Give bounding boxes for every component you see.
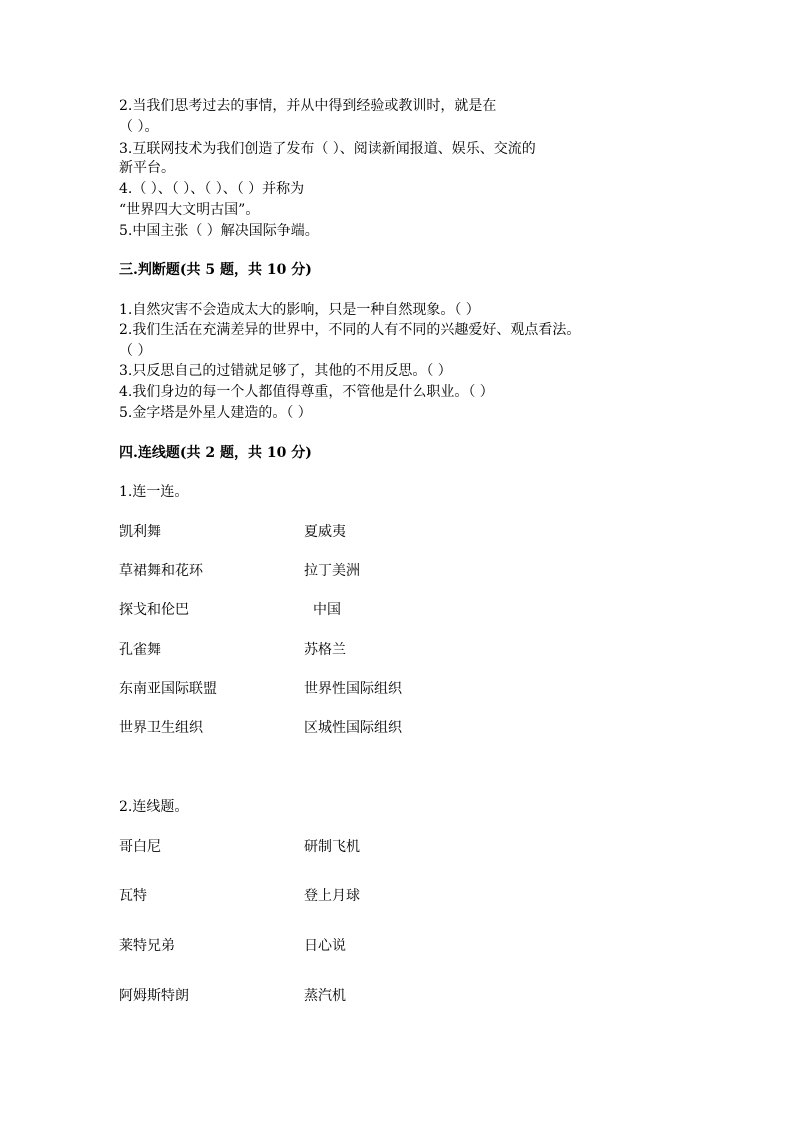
match-right: 研制飞机: [304, 839, 360, 855]
match-right: 拉丁美洲: [304, 563, 360, 579]
s3-item-3: 3.只反思自己的过错就足够了，其他的不用反思。（ ）: [119, 363, 452, 379]
match-right: 世界性国际组织: [304, 681, 402, 697]
q4-text-cont: “世界四大文明古国”。: [119, 202, 260, 218]
match-right: 蒸汽机: [304, 988, 346, 1004]
q5-text: 5.中国主张（ ）解决国际争端。: [119, 223, 319, 239]
s3-item-2: 2.我们生活在充满差异的世界中，不同的人有不同的兴趣爱好、观点看法。: [119, 322, 581, 338]
match-left: 凯利舞: [119, 524, 161, 540]
match-left: 莱特兄弟: [119, 938, 175, 954]
match-left: 东南亚国际联盟: [119, 681, 217, 697]
q2-blank: （ ）。: [119, 119, 159, 135]
match-left: 世界卫生组织: [119, 720, 203, 736]
s4-q2-title: 2.连线题。: [119, 799, 189, 815]
s3-item-4: 4.我们身边的每一个人都值得尊重，不管他是什么职业。（ ）: [119, 384, 494, 400]
match-right: 中国: [313, 602, 341, 618]
match-left: 草裙舞和花环: [119, 563, 203, 579]
q4-text: 4.（ ）、（ ）、（ ）、（ ）并称为: [119, 181, 305, 197]
match-left: 哥白尼: [119, 839, 161, 855]
match-left: 探戈和伦巴: [119, 602, 189, 618]
match-right: 苏格兰: [304, 642, 346, 658]
q2-text: 2.当我们思考过去的事情，并从中得到经验或教训时，就是在: [119, 98, 497, 114]
s3-item-1: 1.自然灾害不会造成太大的影响，只是一种自然现象。（ ）: [119, 302, 480, 318]
s4-q1-title: 1.连一连。: [119, 484, 189, 500]
match-right: 登上月球: [304, 888, 360, 904]
match-right: 夏威夷: [304, 524, 346, 540]
s3-item-2-blank: （ ）: [119, 343, 152, 359]
match-left: 阿姆斯特朗: [119, 988, 189, 1004]
q3-text: 3.互联网技术为我们创造了发布（ ）、阅读新闻报道、娱乐、交流的: [119, 141, 536, 157]
match-right: 区城性国际组织: [304, 720, 402, 736]
q3-text-cont: 新平台。: [119, 160, 175, 176]
match-right: 日心说: [304, 938, 346, 954]
s3-item-5: 5.金字塔是外星人建造的。（ ）: [119, 405, 312, 421]
match-left: 瓦特: [119, 888, 147, 904]
section3-title: 三.判断题(共 5 题，共 10 分): [119, 262, 312, 278]
match-left: 孔雀舞: [119, 642, 161, 658]
section4-title: 四.连线题(共 2 题，共 10 分): [119, 445, 312, 461]
